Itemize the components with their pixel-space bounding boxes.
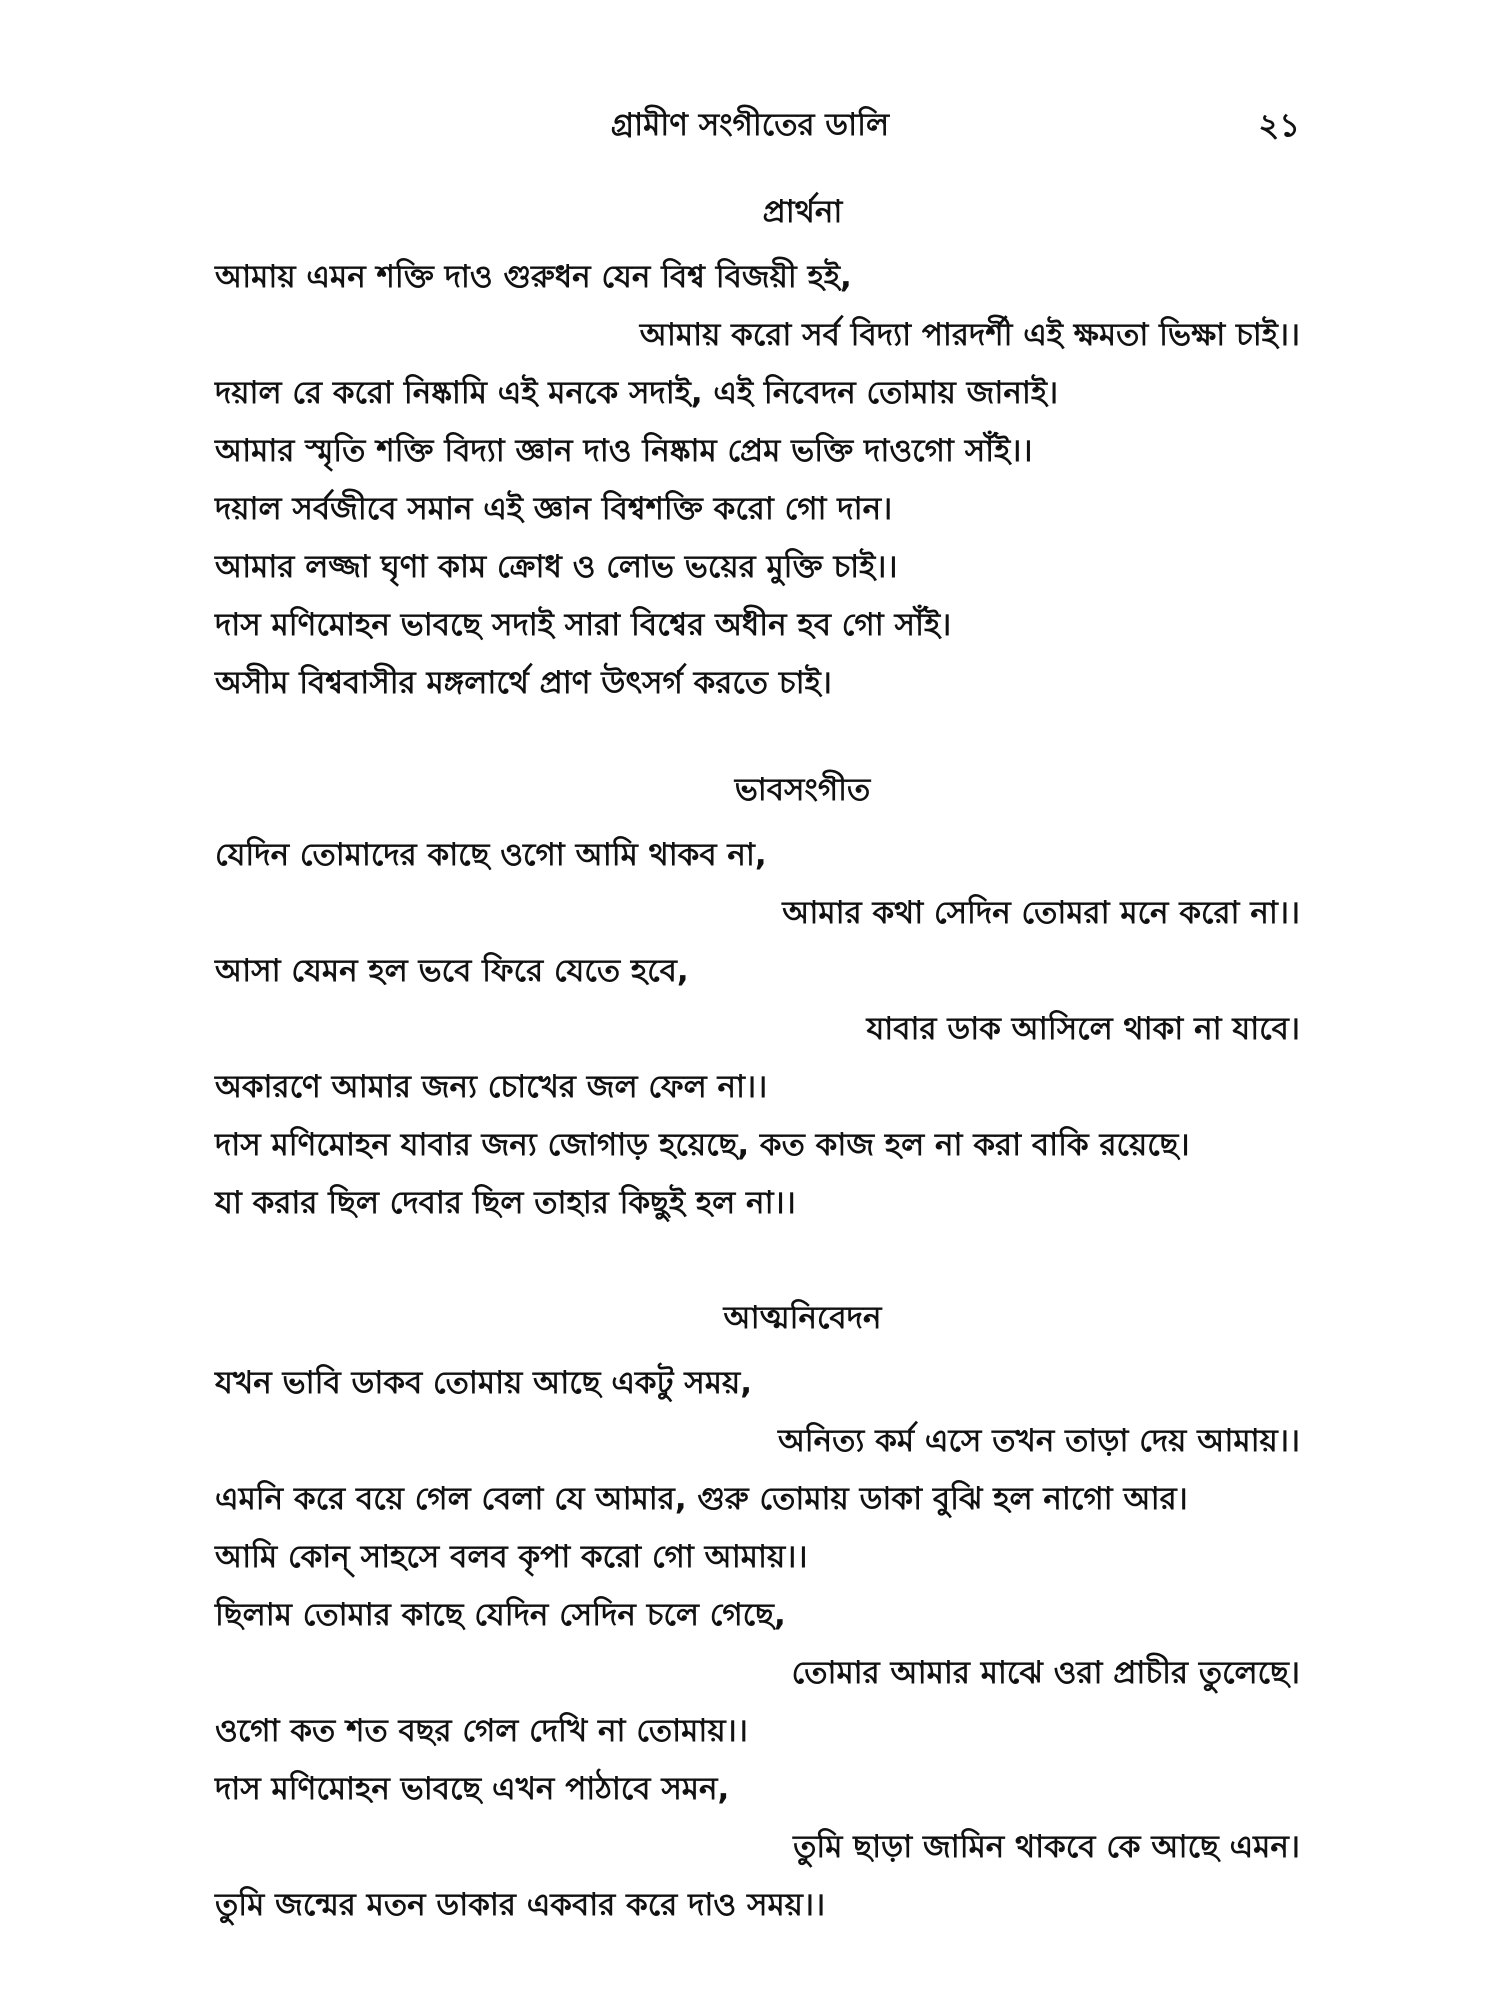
poem-section-bhabsangeet (215, 762, 1300, 1232)
verse-line: দয়াল সর্বজীবে সমান এই জ্ঞান বিশ্বশক্তি করো গো দান। (215, 491, 893, 527)
verse-line-refrain: তোমার আমার মাঝে ওরা প্রাচীর তুলেছে। (791, 1655, 1300, 1691)
verse-line: যখন ভাবি ডাকব তোমায় আছে একটু সময়, (215, 1365, 753, 1401)
verse-line: তুমি জন্মের মতন ডাকার একবার করে দাও সময়।। (215, 1887, 826, 1923)
book-title: গ্রামীণ সংগীতের ডালি (610, 107, 890, 143)
verse-line: আমার স্মৃতি শক্তি বিদ্যা জ্ঞান দাও নিষ্কাম প্রেম ভক্তি দাওগো সাঁই।। (215, 433, 1033, 469)
verse-line-refrain: যাবার ডাক আসিলে থাকা না যাবে। (866, 1011, 1300, 1047)
verse-line: আমার লজ্জা ঘৃণা কাম ক্রোধ ও লোভ ভয়ের মুক্তি চাই।। (215, 549, 898, 585)
verse-line: দাস মণিমোহন ভাবছে সদাই সারা বিশ্বের অধীন হব গো সাঁই। (215, 607, 952, 643)
verse-line: এমনি করে বয়ে গেল বেলা যে আমার, গুরু তোমায় ডাকা বুঝি হল নাগো আর। (215, 1481, 1188, 1517)
verse-line: আমায় এমন শক্তি দাও গুরুধন যেন বিশ্ব বিজয়ী হই, (215, 259, 852, 295)
verse-line: দাস মণিমোহন ভাবছে এখন পাঠাবে সমন, (215, 1771, 730, 1807)
verse-line: অকারণে আমার জন্য চোখের জল ফেল না।। (215, 1069, 768, 1105)
poem-title: ভাবসংগীত (734, 772, 871, 808)
verse-line-refrain: আমায় করো সর্ব বিদ্যা পারদর্শী এই ক্ষমতা ভিক্ষা চাই।। (639, 317, 1300, 353)
running-header (0, 100, 1500, 150)
poem-section-atmanibedan (215, 1290, 1300, 1934)
poem-section-prarthona (215, 184, 1300, 712)
verse-line: যা করার ছিল দেবার ছিল তাহার কিছুই হল না।। (215, 1185, 796, 1221)
verse-line: দাস মণিমোহন যাবার জন্য জোগাড় হয়েছে, কত কাজ হল না করা বাকি রয়েছে। (215, 1127, 1190, 1163)
verse-line: ছিলাম তোমার কাছে যেদিন সেদিন চলে গেছে, (215, 1597, 786, 1633)
verse-line: ওগো কত শত বছর গেল দেখি না তোমায়।। (215, 1713, 748, 1749)
verse-line: অসীম বিশ্ববাসীর মঙ্গলার্থে প্রাণ উৎসর্গ করতে চাই। (215, 665, 832, 701)
verse-line-refrain: অনিত্য কর্ম এসে তখন তাড়া দেয় আমায়।। (777, 1423, 1300, 1459)
poem-title: প্রার্থনা (762, 194, 843, 230)
poem-title: আত্মনিবেদন (723, 1300, 882, 1336)
verse-line-refrain: তুমি ছাড়া জামিন থাকবে কে আছে এমন। (793, 1829, 1300, 1865)
verse-line: যেদিন তোমাদের কাছে ওগো আমি থাকব না, (215, 837, 767, 873)
verse-line: আমি কোন্‌ সাহসে বলব কৃপা করো গো আমায়।। (215, 1539, 808, 1575)
verse-line-refrain: আমার কথা সেদিন তোমরা মনে করো না।। (782, 895, 1300, 931)
verse-line: দয়াল রে করো নিষ্কামি এই মনকে সদাই, এই নিবেদন তোমায় জানাই। (215, 375, 1059, 411)
page-number: ২১ (1258, 106, 1300, 144)
verse-line: আসা যেমন হল ভবে ফিরে যেতে হবে, (215, 953, 689, 989)
